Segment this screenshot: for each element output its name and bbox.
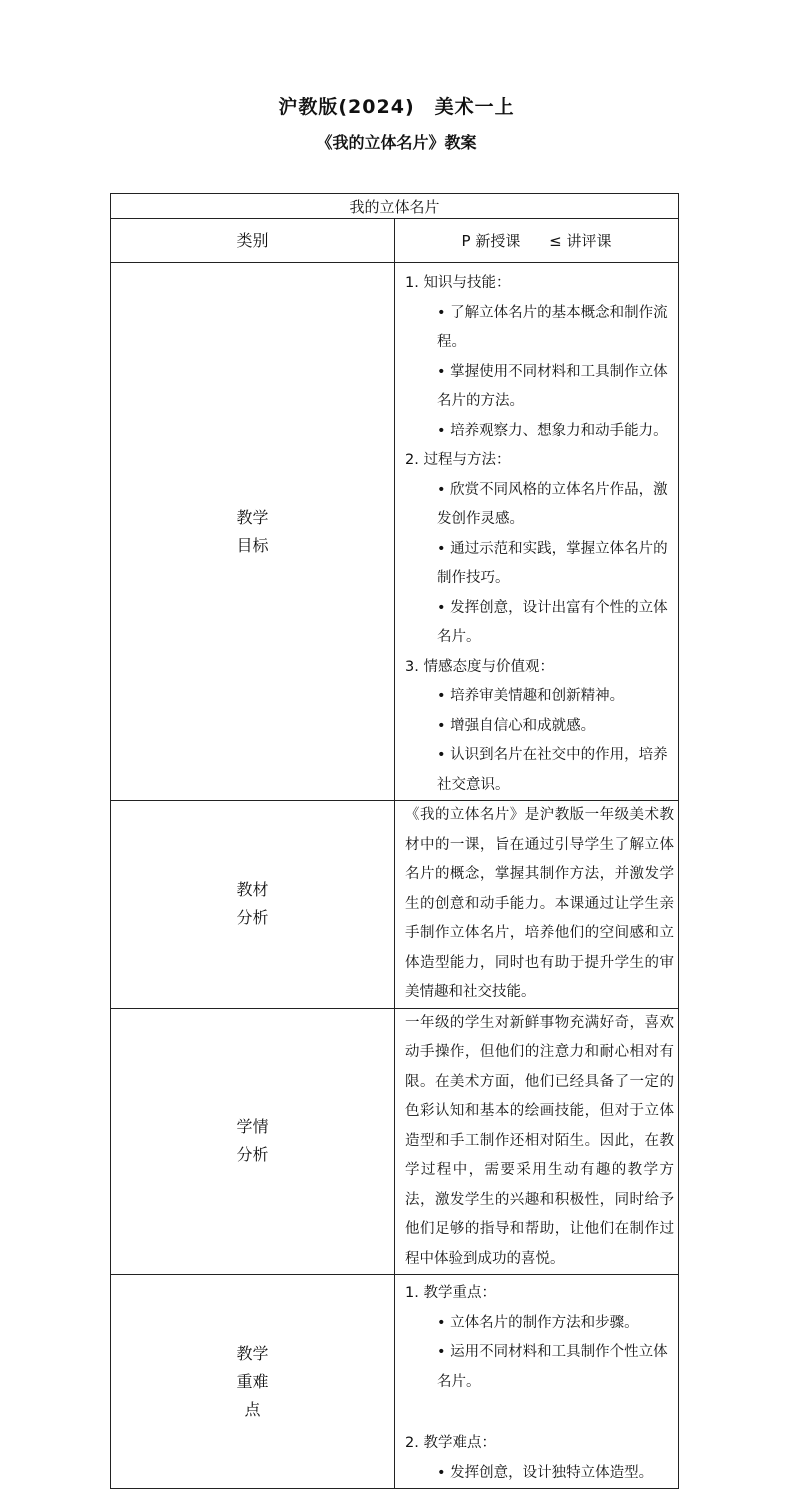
goals-content	[395, 263, 678, 800]
spacer	[405, 1397, 670, 1429]
goal-heading: 2. 过程与方法：	[405, 452, 511, 468]
goal-heading: 1. 知识与技能：	[405, 275, 511, 291]
analysis-text: 《我的立体名片》是沪教版一年级美术教材中的一课，旨在通过引导学生了解立体名片的概念，掌握其制作方法，并激发学生的创意和动手能力。本课通过让学生亲手制作立体名片，培养他们的空间感和立体造型能力，同时也有助于提升学生的审美情趣和社交技能。	[405, 807, 674, 1000]
document-title: 沪教版(2024) 美术一上	[278, 96, 515, 118]
analysis-cell	[395, 801, 679, 1009]
goal-item: • 了解立体名片的基本概念和制作流程。	[405, 299, 670, 358]
students-text: 一年级的学生对新鲜事物充满好奇，喜欢动手操作，但他们的注意力和耐心相对有限。在美术方面，他们已经具备了一定的色彩认知和基本的绘画技能，但对于立体造型和手工制作还相对陌生。因此，在教学过程中，需要采用生动有趣的教学方法，激发学生的兴趣和积极性，同时给予他们足够的指导和帮助，让他们在制作过程中体验到成功的喜悦。	[405, 1014, 674, 1267]
goal-item: • 培养观察力、想象力和动手能力。	[405, 417, 670, 447]
document-subtitle: 《我的立体名片》教案	[316, 133, 477, 152]
key-cell	[395, 1275, 679, 1489]
goal-heading: 3. 情感态度与价值观：	[405, 658, 554, 675]
goals-label: 教学 目标	[111, 263, 395, 801]
goals-cell	[395, 263, 679, 801]
lesson-plan-table	[110, 193, 679, 1489]
goal-item: • 通过示范和实践，掌握立体名片的制作技巧。	[405, 535, 670, 594]
topic-cell: 我的立体名片	[111, 194, 679, 219]
goal-item: • 认识到名片在社交中的作用，培养社交意识。	[405, 741, 670, 800]
key-content	[395, 1275, 678, 1488]
goal-item: • 增强自信心和成就感。	[405, 712, 670, 742]
goal-item: • 培养审美情趣和创新精神。	[405, 682, 670, 712]
type-cell	[395, 219, 679, 263]
type-label: 类别	[111, 219, 395, 263]
type-option-review: ≤ 讲评课	[549, 232, 612, 250]
analysis-label: 教材 分析	[111, 801, 395, 1009]
key-label: 教学 重难 点	[111, 1275, 395, 1489]
goal-item: • 欣赏不同风格的立体名片作品，激发创作灵感。	[405, 476, 670, 535]
key-points-heading: 1. 教学重点：	[405, 1285, 496, 1301]
students-cell	[395, 1008, 679, 1275]
key-point-item: • 运用不同材料和工具制作个性立体名片。	[405, 1338, 670, 1397]
students-label: 学情 分析	[111, 1008, 395, 1275]
goal-item: • 发挥创意，设计出富有个性的立体名片。	[405, 594, 670, 653]
key-point-item: • 立体名片的制作方法和步骤。	[405, 1309, 670, 1339]
difficulties-heading: 2. 教学难点：	[405, 1435, 496, 1451]
type-option-new: P 新授课	[461, 232, 521, 250]
difficulty-item: • 发挥创意，设计独特立体造型。	[405, 1459, 670, 1489]
goal-item: • 掌握使用不同材料和工具制作立体名片的方法。	[405, 358, 670, 417]
